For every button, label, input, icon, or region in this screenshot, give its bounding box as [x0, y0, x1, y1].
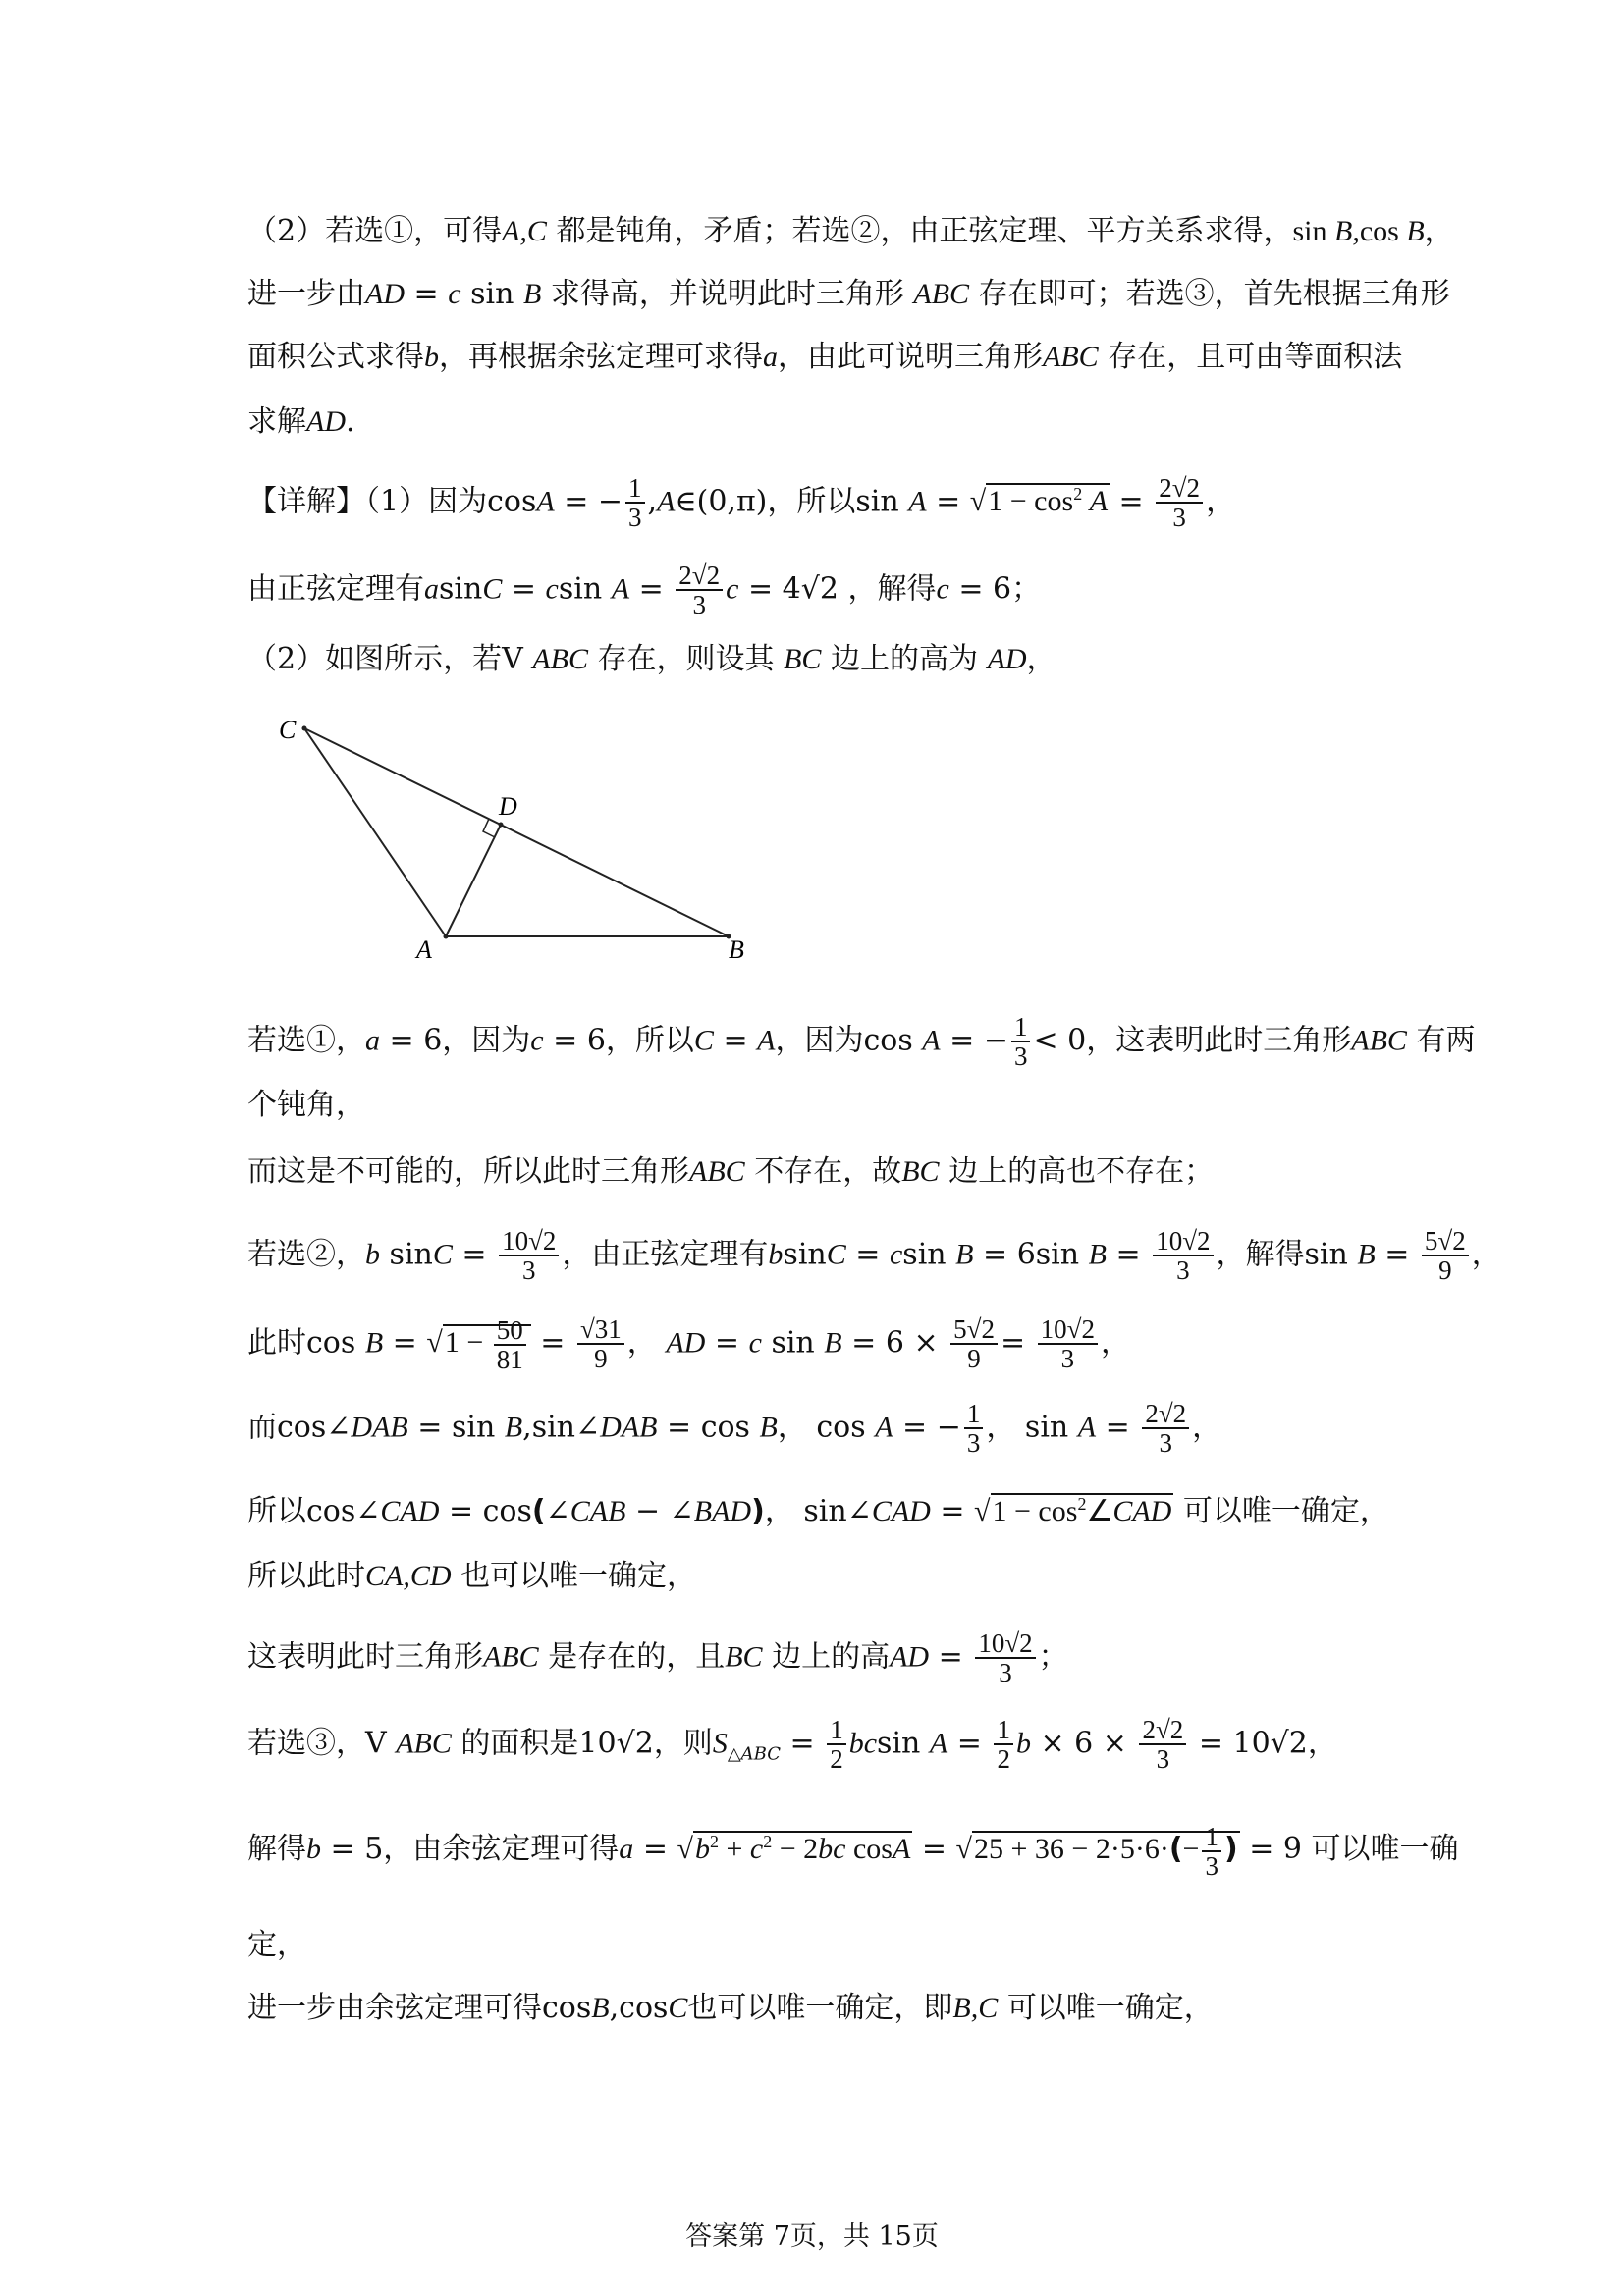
- math: B: [522, 278, 542, 310]
- text-line: 这表明此时三角形ABC 是存在的，且BC 边上的高AD = $\frac{10√2}{3}$ ；: [247, 1629, 1068, 1688]
- text: 面积公式求得: [247, 340, 424, 374]
- text: 若选③，: [247, 1726, 365, 1761]
- text-line: [247, 338, 1403, 377]
- text: 求解: [247, 404, 306, 439]
- text-line: 若选③，V ABC 的面积是10√2，则$S_{\triangle ABC}$ = $\frac{1}{2}$ bcsin A = $\frac{1}{2}$ b × 6 × $\frac{2√2}{3}$ = 10√2，: [247, 1715, 1337, 1775]
- text-line: 而cos∠DAB = sin B,sin∠DAB = cos B， cos A = − $\frac{1}{3}$ ， sin A = $\frac{2√2}{3}$ ，: [247, 1399, 1222, 1459]
- math: b: [424, 341, 439, 373]
- text: 而这是不可能的，所以此时三角形: [247, 1154, 689, 1189]
- text-line: 若选①，a = 6，因为c = 6，所以C = A，因为cos A = − $\frac{1}{3}$ < 0，这表明此时三角形ABC 有两: [247, 1012, 1476, 1072]
- text: ，解得: [1216, 1237, 1305, 1272]
- text: （2）若选①，可得: [247, 214, 503, 248]
- text: 存在，则设其: [597, 642, 775, 676]
- label-A: A: [416, 935, 432, 964]
- text-line: 若选②，b sinC = $\frac{10√2}{3}$ ，由正弦定理有bsinC = csin B = 6sin B = $\frac{10√2}{3}$ ，解得sin B = $\frac{5√2}{9}$ ，: [247, 1226, 1501, 1286]
- label-D: D: [499, 792, 517, 821]
- text: 也可以唯一确定，: [460, 1559, 697, 1593]
- text: 存在，且可由等面积法: [1108, 340, 1403, 374]
- text: 求得高，并说明此时三角形: [550, 277, 904, 311]
- text-line: 此时cos B = √1 − $\frac{50}{81}$ = $\frac{√31}{9}$ ， AD = c sin B = 6 × $\frac{5√2}{9}$ = $\frac{10√2}{3}$ ，: [247, 1314, 1130, 1375]
- text: 是存在的，且: [548, 1639, 726, 1675]
- text: 可以唯一确定，: [1006, 1991, 1214, 2025]
- label-C: C: [279, 716, 297, 744]
- triangle-figure: [263, 709, 774, 964]
- text: 定，: [247, 1928, 306, 1962]
- text: ，再根据余弦定理可求得: [439, 340, 763, 374]
- math: ABC: [913, 278, 970, 310]
- point-C: [302, 726, 307, 731]
- text: ，所以: [605, 1023, 694, 1058]
- text-line: （2）如图所示，若V ABC 存在，则设其 BC 边上的高为 AD，: [247, 642, 1056, 676]
- text: 都是钝角，矛盾；若选②，由正弦定理、平方关系求得，: [556, 214, 1293, 248]
- text: 此时: [247, 1325, 306, 1361]
- text-line: 由正弦定理有asinC = csin A = $\frac{2√2}{3}$ c = 4√2 ，解得c = 6；: [247, 561, 1042, 620]
- text: 也可以唯一确定，即: [687, 1991, 953, 2025]
- math: a: [763, 341, 778, 373]
- side-CB: [304, 728, 729, 936]
- text: ，由此可说明三角形: [778, 340, 1043, 374]
- text: （1）因为: [365, 484, 488, 519]
- text: 进一步由: [247, 277, 365, 311]
- text-line: （2）若选①，可得A,C 都是钝角，矛盾；若选②，由正弦定理、平方关系求得，sin B,cos B，: [247, 214, 1454, 248]
- text: 个钝角，: [247, 1088, 365, 1122]
- text-line: 所以cos∠CAD = cos(∠CAB − ∠BAD)， sin∠CAD = $√1 - \cos^2\angle CAD$ 可以唯一确定，: [247, 1494, 1389, 1528]
- altitude-AD: [446, 825, 501, 936]
- text: ，这表明此时三角形: [1086, 1023, 1352, 1058]
- text-line: [247, 1086, 1388, 1125]
- text: （2）如图所示，若: [247, 642, 503, 676]
- math: c: [448, 278, 461, 310]
- point-D: [499, 823, 504, 828]
- text: 所以此时: [247, 1559, 365, 1593]
- text: ，因为: [442, 1023, 531, 1058]
- text: ，因为: [775, 1023, 864, 1058]
- text-line: 进一步由余弦定理可得cosB,cosC也可以唯一确定，即B,C 可以唯一确定，: [247, 1991, 1214, 2025]
- text: 边上的高为: [830, 642, 978, 676]
- text: 有两: [1416, 1023, 1476, 1058]
- text: 可以唯一确: [1311, 1832, 1459, 1866]
- text-line: 解得b = 5，由余弦定理可得$a = √b^2 + c^2 - 2bc$ cosA = √25 + 36 − 2·5·6·(− $\frac{1}{3}$ ) = 9 可以唯一确: [247, 1821, 1459, 1882]
- math: AD: [306, 405, 346, 438]
- text: 若选②，: [247, 1237, 365, 1272]
- detail-heading: 【详解】: [247, 484, 365, 519]
- text: ，解得: [847, 571, 937, 607]
- text: 这表明此时三角形: [247, 1639, 483, 1675]
- text-line: 进一步由AD = c sin B 求得高，并说明此时三角形 ABC 存在即可；若选③，首先根据三角形: [247, 277, 1450, 311]
- text: 边上的高: [772, 1639, 891, 1675]
- text-line: 所以此时CA,CD 也可以唯一确定，: [247, 1559, 697, 1593]
- math: sin B,cos B: [1292, 215, 1425, 247]
- label-B: B: [729, 935, 744, 964]
- math: AD: [365, 278, 405, 310]
- text: 进一步由余弦定理可得: [247, 1991, 542, 2025]
- text: ，所以: [767, 484, 856, 519]
- text: 解得: [247, 1832, 306, 1866]
- text: ，由余弦定理可得: [383, 1832, 620, 1866]
- side-CA: [304, 728, 446, 936]
- text: 所以: [247, 1494, 306, 1528]
- text: ，由正弦定理有: [562, 1237, 769, 1272]
- math: A,C: [502, 215, 547, 247]
- text: 由正弦定理有: [247, 571, 424, 607]
- text: 存在即可；若选③，首先根据三角形: [978, 277, 1450, 311]
- text: 若选①，: [247, 1023, 365, 1058]
- text: 可以唯一确定，: [1182, 1494, 1389, 1528]
- math: ABC: [1043, 341, 1099, 373]
- text: 的面积是: [460, 1726, 579, 1761]
- text-line: 求解AD.: [247, 404, 355, 439]
- text-line: 而这是不可能的，所以此时三角形ABC 不存在，故BC 边上的高也不存在；: [247, 1154, 1215, 1189]
- text: ，则: [653, 1726, 713, 1761]
- text-line: [247, 1926, 1388, 1965]
- page-footer: 答案第 7页，共 15页: [685, 2221, 939, 2252]
- point-A: [444, 934, 449, 939]
- text-line: 【详解】（1）因为cosA = − $\frac{1}{3}$ ,A∈(0,π)，所以$\sin A = √1 - \cos^2 A$ = $\frac{2√2}{3}$ ，: [247, 473, 1236, 533]
- text: 边上的高也不存在；: [948, 1154, 1215, 1189]
- text: 而: [247, 1410, 277, 1445]
- text: 不存在，故: [754, 1154, 902, 1189]
